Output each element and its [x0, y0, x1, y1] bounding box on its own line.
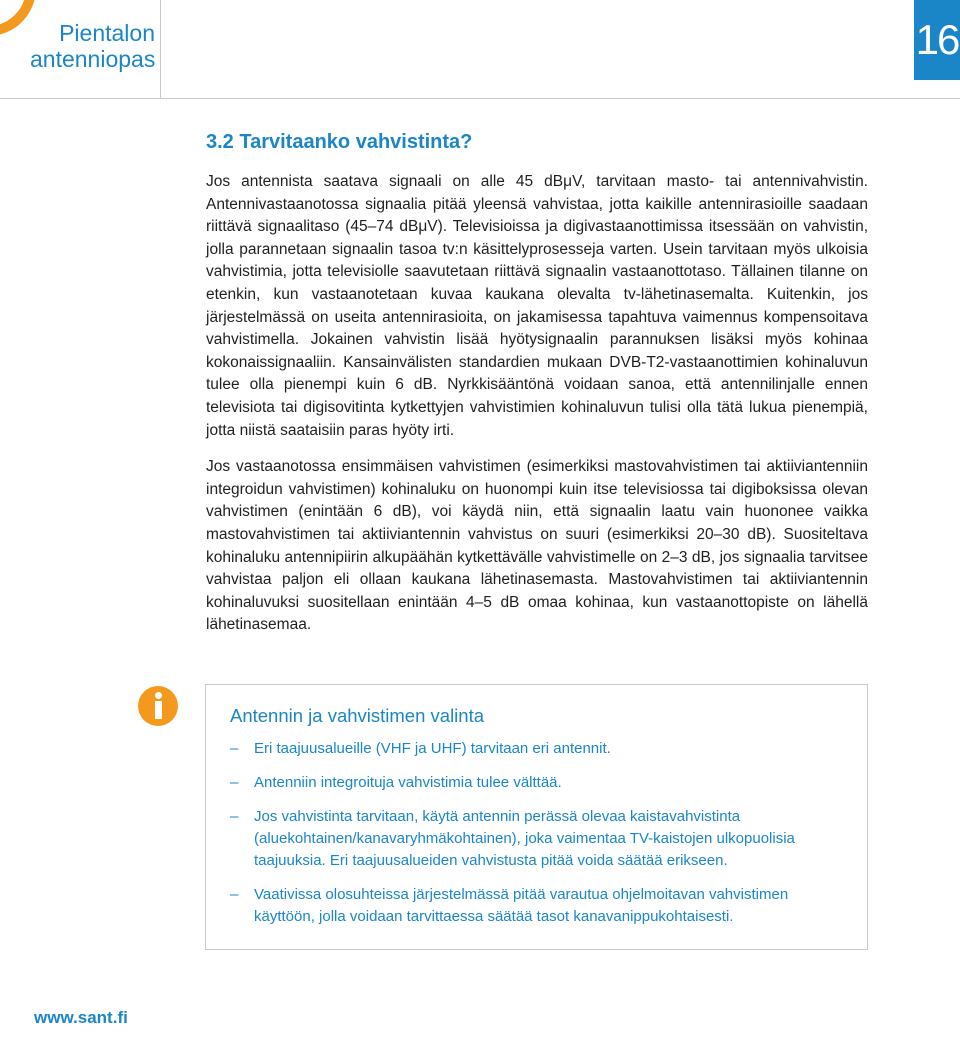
- list-item: [230, 806, 850, 872]
- list-item-text: Eri taajuusalueille (VHF ja UHF) tarvitaan eri antennit.: [254, 740, 611, 757]
- list-item-text: Vaativissa olosuhteissa järjestelmässä pitää varautua ohjelmoitavan vahvistimen käyttöön, jolla voidaan tarvittaessa säätää tasot kanavanippukohtaisesti.: [254, 886, 789, 925]
- info-box: [205, 684, 868, 950]
- paragraph: Jos antennista saatava signaali on alle 45 dBμV, tarvitaan masto- tai antennivahvistin. Antennivastaanotossa signaalia pitää yleensä vahvistaa, jotta kaikille antennirasioille saadaan riittävä signaalitaso (45–74 dBμV). Televisioissa ja digivastaanottimissa itsessään on vahvistin, jolla parannetaan signaalin tasoa tv:n käsittelyprosesseja varten. Usein tarvitaan myös ulkoisia vahvistimia, jotta televisiolle saavutetaan riittävä signaalin vastaanottotaso. Tällainen tilanne on etenkin, kun vastaanotetaan kuvaa kaukana olevalta tv-lähetinasemalta. Kuitenkin, jos järjestelmässä on useita antennirasioita, on jakamisessa tapahtuva vaimennus kompensoitava vahvistimella. Jokainen vahvistin lisää hyötysignaalin parannuksen lisäksi myös kohinaa kokonaissignaaliin. Kansainvälisten standardien mukaan DVB-T2-vastaanottimien kohinaluvun tulee olla pienempi kuin 6 dB. Nyrkkisääntönä voidaan sanoa, että antennilinjalle ennen televisiota tai digisovitinta kytkettyjen vahvistimien kohinaluvun tulisi olla tätä lukua pienempiä, jotta niistä saataisiin paras hyöty irti.: [206, 173, 868, 439]
- dash-bullet: –: [230, 740, 239, 757]
- body-text: [206, 171, 868, 637]
- list-item-text: Antenniin integroituja vahvistimia tulee välttää.: [254, 774, 562, 791]
- section-heading: 3.2 Tarvitaanko vahvistinta?: [206, 131, 473, 153]
- list-item: [230, 738, 850, 760]
- header-divider-vertical: [160, 0, 161, 98]
- document-title: Pientalon antenniopas: [30, 20, 156, 72]
- info-icon: [138, 686, 178, 726]
- list-item: [230, 884, 850, 928]
- dash-bullet: –: [230, 808, 239, 825]
- dash-bullet: –: [230, 886, 239, 903]
- info-list: [230, 738, 850, 940]
- info-box-title: Antennin ja vahvistimen valinta: [230, 705, 485, 726]
- list-item: [230, 772, 850, 794]
- list-item-text: Jos vahvistinta tarvitaan, käytä antennin perässä olevaa kaistavahvistinta (aluekohtainen/kanavaryhmäkohtainen), joka vaimentaa TV-kaistojen ulkopuolisia taajuuksia. Eri taajuusalueiden vahvistusta pitää voida säätää erikseen.: [254, 808, 795, 869]
- header-divider: [0, 98, 960, 99]
- dash-bullet: –: [230, 774, 239, 791]
- paragraph: Jos vastaanotossa ensimmäisen vahvistimen (esimerkiksi mastovahvistimen tai aktiiviantenniin integroidun vahvistimen) kohinaluku on huonompi kuin itse televisiossa tai digiboksissa olevan vahvistimen (enintään 6 dB), voi käydä niin, että signaalin laatu vain huononee vaikka mastovahvistimen tai aktiiviantennin vahvistus on suuri (esimerkiksi 20–30 dB). Suositeltava kohinaluku antennipiirin alkupäähän kytkettävälle vahvistimelle on 2–3 dB, jos signaalia tarvitsee vahvistaa paljon eli ollaan kaukana lähetinasemasta. Mastovahvistimen tai aktiiviantennin kohinaluvuksi suositellaan enintään 4–5 dB omaa kohinaa, kun vastaanottopiste on lähellä lähetinasemaa.: [206, 458, 868, 634]
- page-number: 16: [914, 0, 960, 80]
- footer-link[interactable]: www.sant.fi: [34, 1008, 128, 1027]
